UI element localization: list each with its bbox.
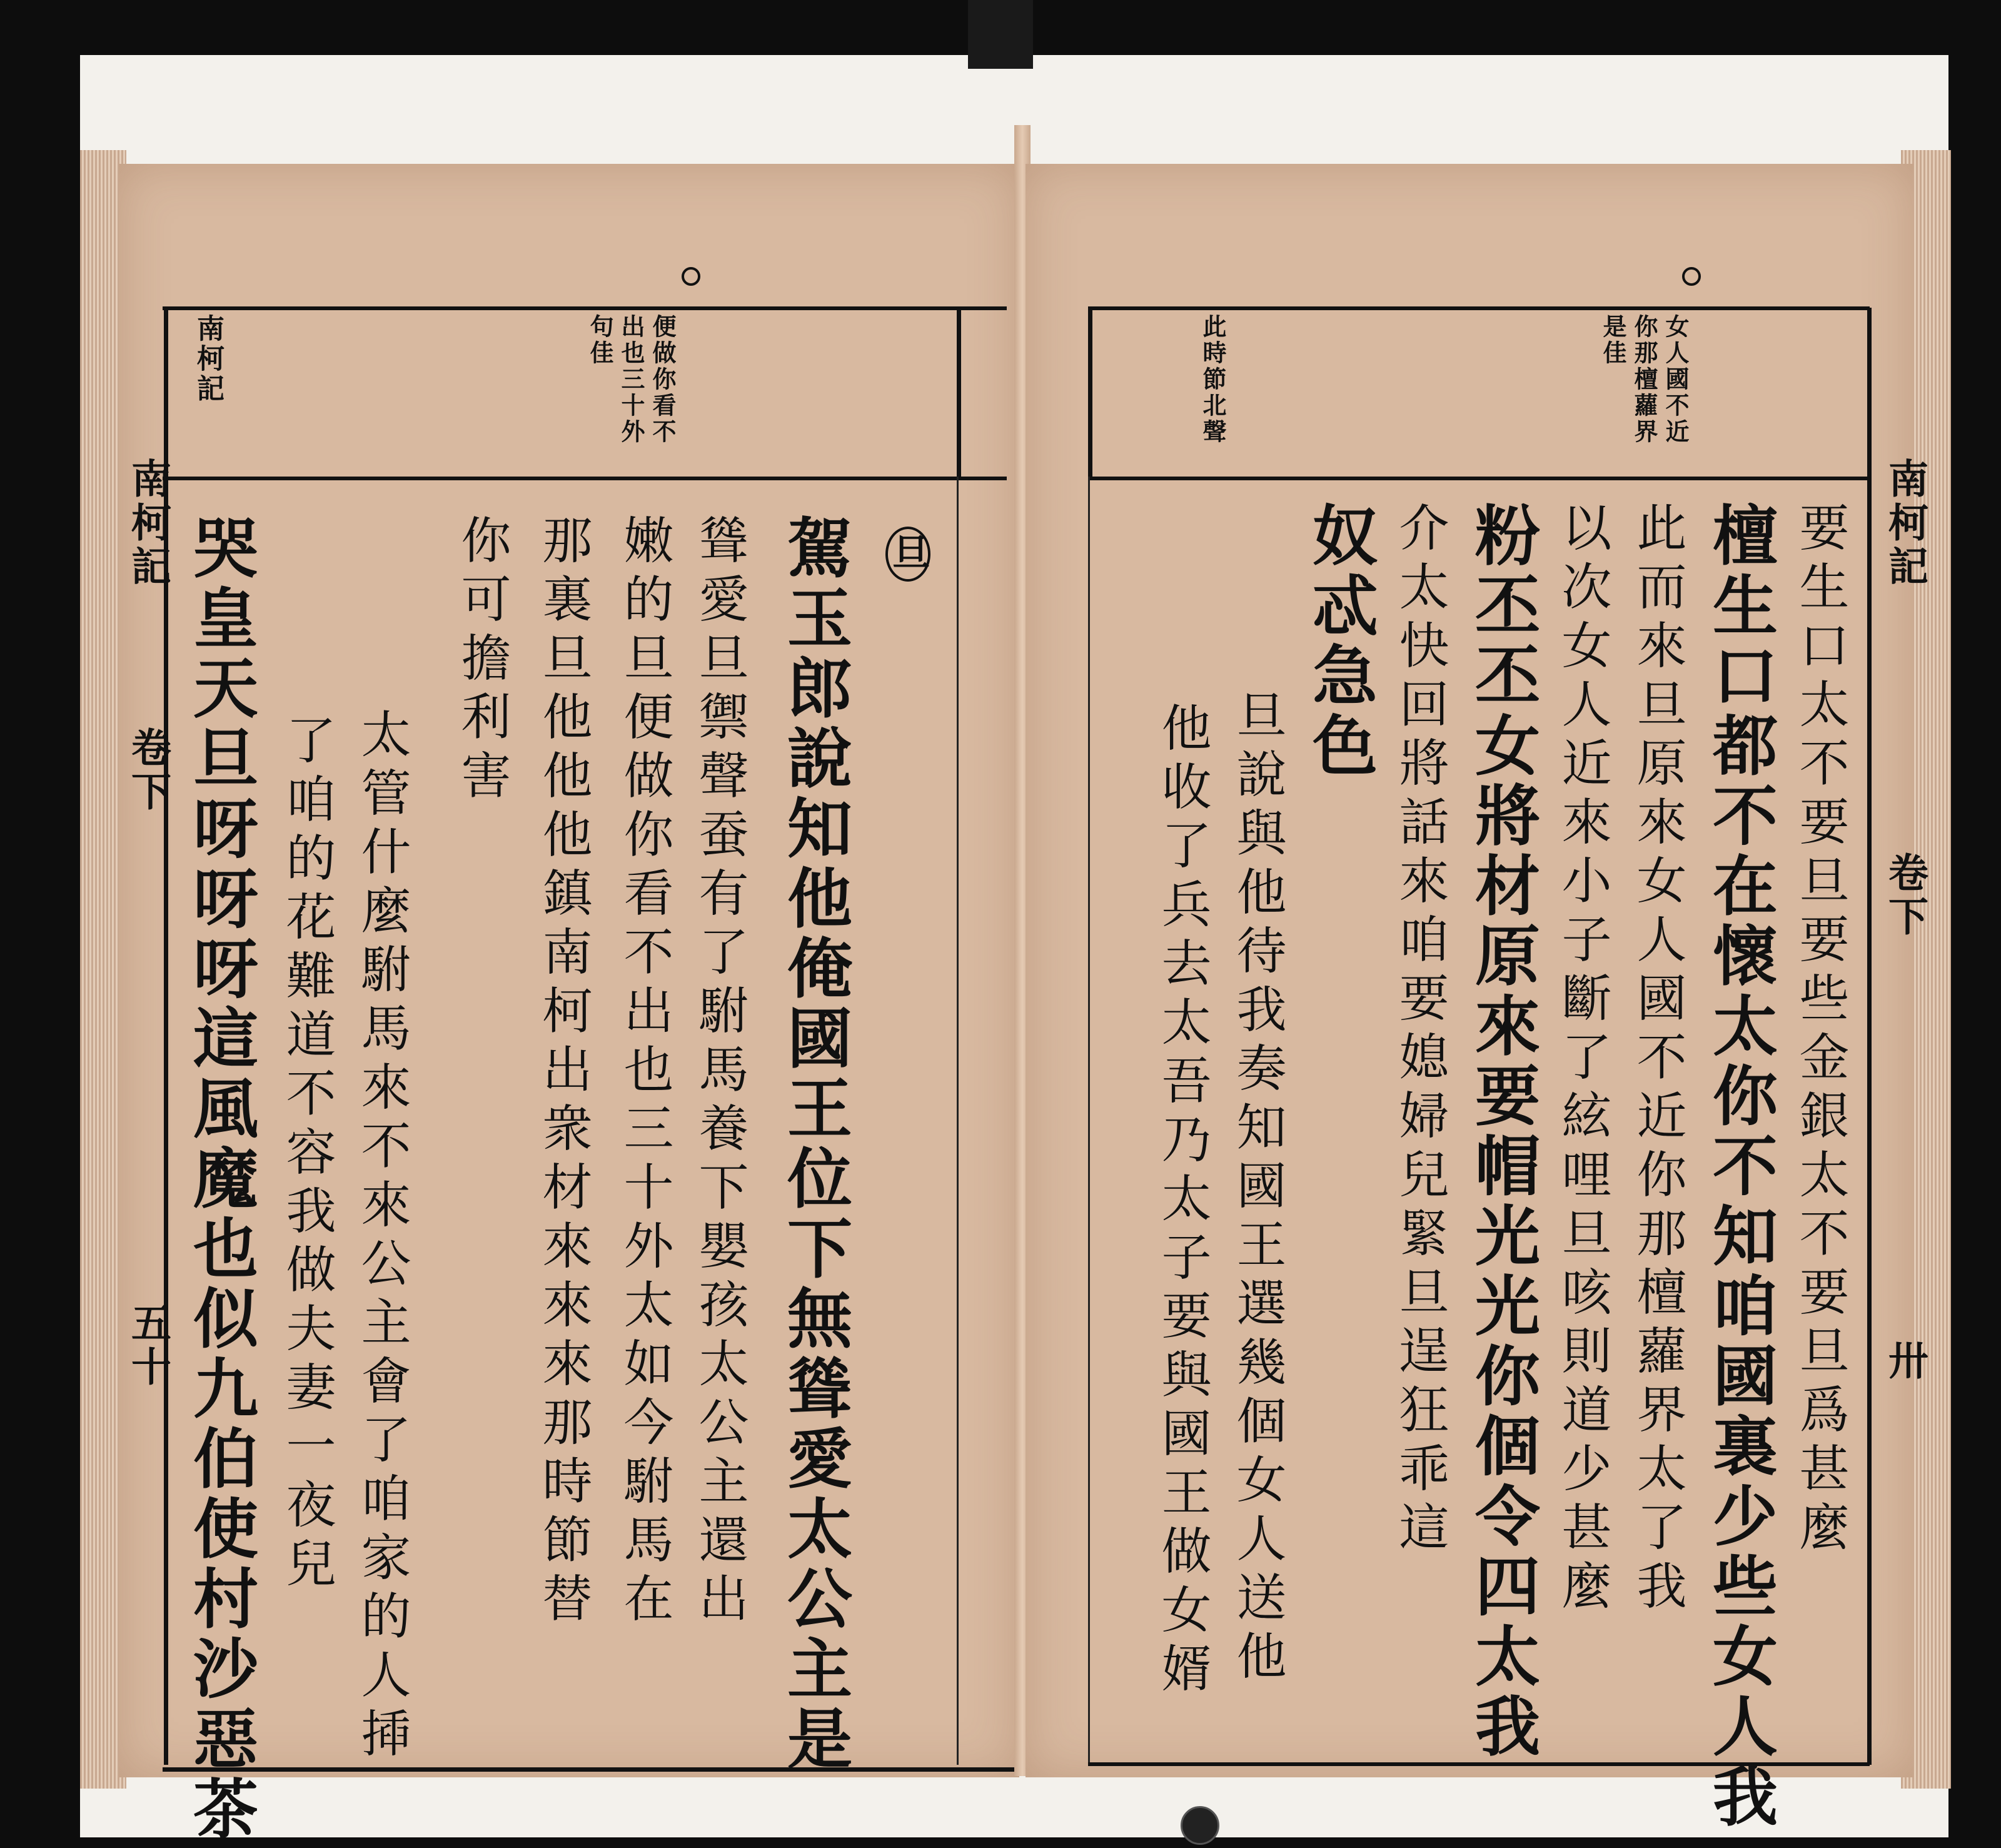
text-column: 你可擔利害 bbox=[453, 514, 511, 808]
edge-volume: 卷下 bbox=[124, 727, 171, 814]
text-column: 聳愛旦禦聲蚕有了駙馬養下嬰孩太公主還出 bbox=[690, 514, 748, 1631]
left-page bbox=[119, 164, 1019, 1845]
text-column: 太管什麼駙馬來不來公主會了咱家的人揷 bbox=[353, 708, 411, 1766]
text-column: 嫩的旦便做你看不出也三十外太如今駙馬在 bbox=[615, 514, 673, 1631]
head-note: 此時節北聲 bbox=[1199, 314, 1227, 445]
role-tag: 旦 bbox=[885, 527, 930, 582]
head-note: 句佳 bbox=[586, 314, 614, 366]
punctuation-circle bbox=[682, 267, 700, 286]
edge-volume: 卷下 bbox=[1882, 852, 1928, 939]
text-column: 旦說與他待我奏知國王選幾個女人送他 bbox=[1228, 689, 1286, 1689]
left-top-rule bbox=[163, 306, 1007, 310]
head-note: 女人國不近 bbox=[1661, 314, 1690, 445]
edge-folio: 卅 bbox=[1882, 1340, 1928, 1383]
text-column: 奴忒急色 bbox=[1301, 502, 1378, 782]
book-spine bbox=[968, 0, 1033, 69]
library-seal-icon bbox=[1181, 1806, 1219, 1845]
tag-column bbox=[875, 527, 940, 582]
head-note: 是佳 bbox=[1599, 314, 1627, 366]
edge-title: 南柯記 bbox=[1882, 458, 1928, 589]
right-inner-rule bbox=[1088, 477, 1090, 1765]
text-column: 要生口太不要旦要些金銀太不要旦爲甚麼 bbox=[1791, 502, 1849, 1560]
punctuation-circle bbox=[1682, 267, 1701, 286]
text-column: 他收了兵去太吾乃太子要與國王做女婿 bbox=[1153, 702, 1211, 1701]
head-note: 便做你看不 bbox=[648, 314, 677, 445]
left-head-right-rule bbox=[957, 308, 961, 477]
edge-title: 南柯記 bbox=[124, 458, 171, 589]
right-head-rule bbox=[1088, 477, 1870, 480]
text-column: 哭皇天旦呀呀呀這風魔也似九伯使村沙惡茶 bbox=[182, 514, 259, 1845]
head-note-title: 南柯記 bbox=[192, 314, 224, 404]
text-column: 粉丕丕女將材原來要帽光光你個令四太我 bbox=[1464, 502, 1541, 1762]
right-head-left-rule bbox=[1088, 308, 1092, 477]
right-page bbox=[1026, 164, 1928, 1832]
text-column: 檀生口都不在懷太你不知咱國裏少些女人我 bbox=[1701, 502, 1778, 1832]
left-head-rule bbox=[163, 477, 1007, 480]
right-top-rule bbox=[1088, 306, 1870, 310]
right-outer-rule bbox=[1867, 308, 1872, 1765]
text-column: 那裏旦他他他鎮南柯出衆材來來來那時節替 bbox=[534, 514, 592, 1631]
left-inner-rule bbox=[957, 477, 959, 1765]
edge-folio: 五十 bbox=[124, 1302, 171, 1390]
head-note: 出也三十外 bbox=[617, 314, 645, 445]
head-note: 你那檀蘿界 bbox=[1630, 314, 1658, 445]
text-column: 此而來旦原來女人國不近你那檀蘿界太了我 bbox=[1628, 502, 1686, 1618]
text-column: 駕玉郎說知他俺國王位下無聳愛太公主是 bbox=[776, 514, 853, 1775]
text-column: 了咱的花難道不容我做夫妻一夜兒 bbox=[278, 714, 336, 1596]
text-column: 介太快回將話來咱要媳婦兒緊旦逞狂乖這 bbox=[1391, 502, 1449, 1560]
text-column: 以次女人近來小子斷了絃哩旦咳則道少甚麼 bbox=[1553, 502, 1611, 1618]
